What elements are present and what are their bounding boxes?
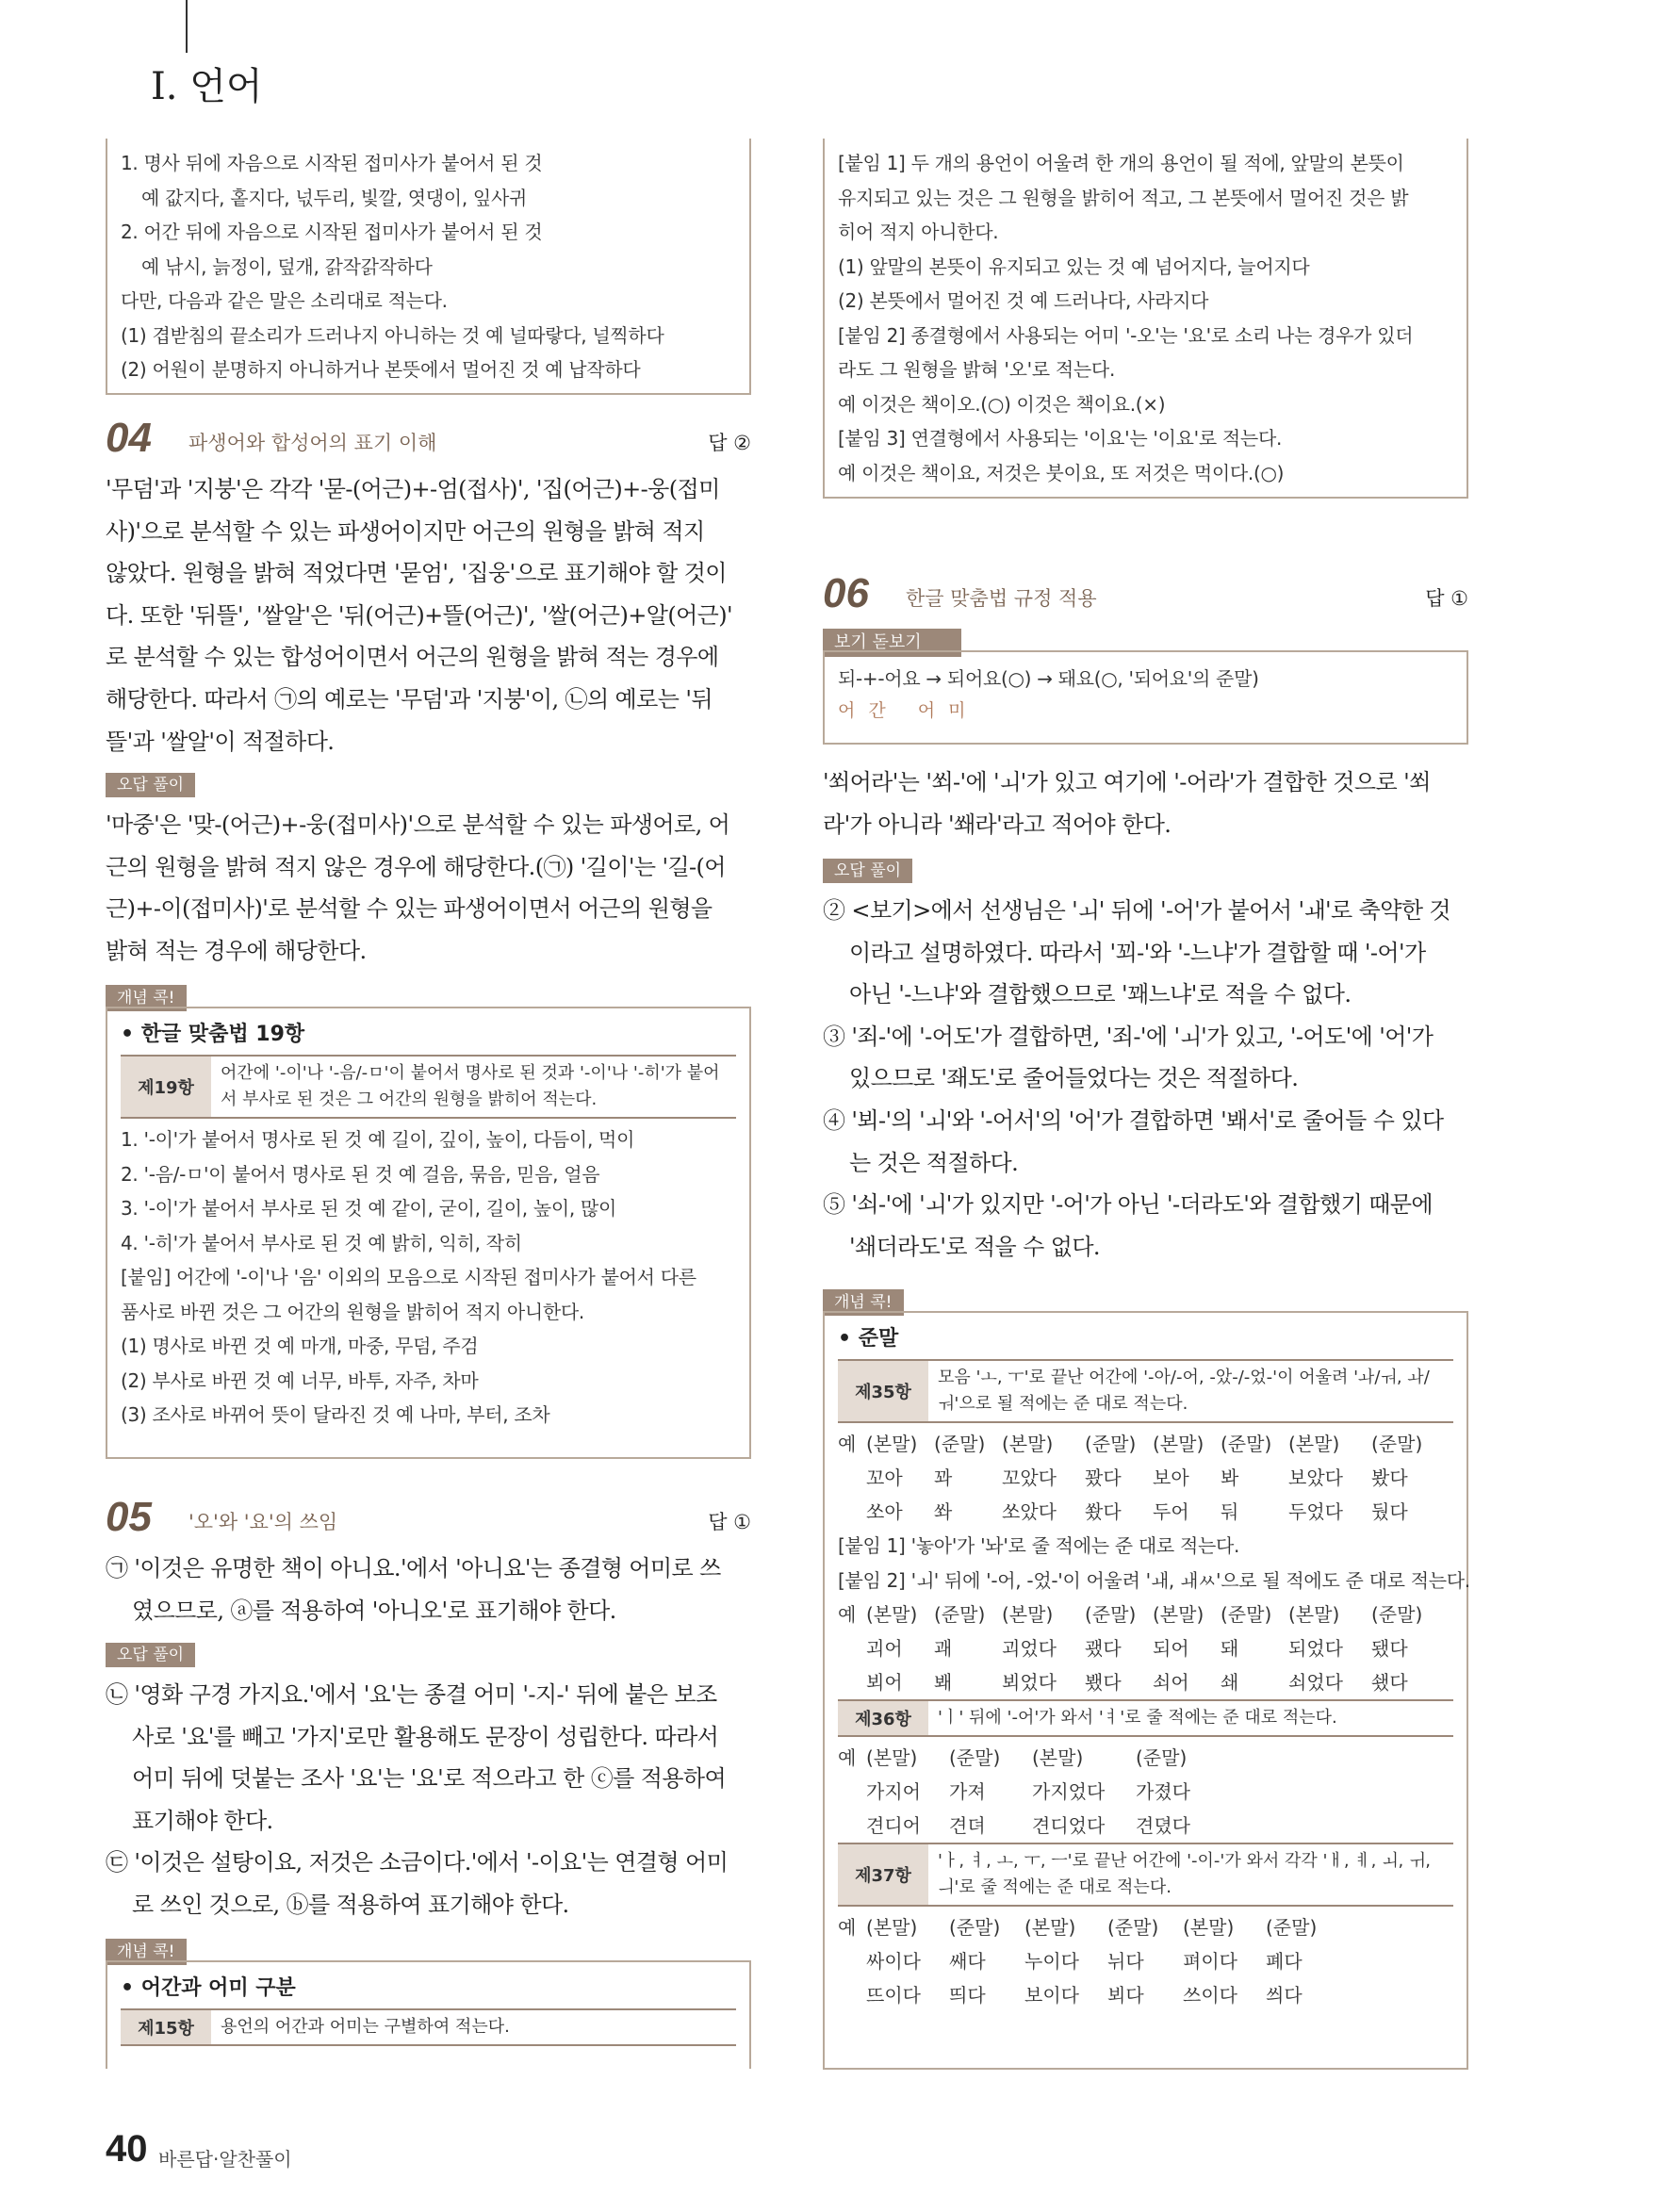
section-04-wrong [106,804,756,972]
grid-cell [838,1978,866,2012]
rule-table-36 [838,1699,1453,1737]
text-line: 2. '-음/-ㅁ'이 붙어서 명사로 된 것 예 걸음, 묶음, 믿음, 얼음 [121,1162,600,1186]
rule-head: 제35항 [838,1361,928,1421]
grid-cell: (본말) [1153,1433,1204,1455]
grid-cell: (본말) [1002,1433,1054,1455]
grid-cell [838,1495,866,1529]
grid-cell: 꽜다 [1085,1466,1122,1489]
grid-cell: 괴어 [866,1637,903,1660]
grid-cell: 폐다 [1266,1950,1303,1973]
rule-text: 모음 'ㅗ, ㅜ'로 끝난 어간에 '-아/-어, -았-/-었-'이 어울려 'ㅘ/ㅝ, ㅘ/ㅝ'으로 될 적에는 준 대로 적는다. [938,1368,1430,1414]
grid-cell: 봐 [1221,1466,1239,1489]
grid-cell: (준말) [1221,1433,1272,1455]
grid-cell: 쏴 [934,1500,953,1523]
rule-table [121,2008,736,2046]
grid-cell: (본말) [866,1433,918,1455]
body-line: 로 쓰인 것으로, ⓑ를 적용하여 표기해야 한다. [132,1891,569,1918]
rule-table [121,1055,736,1119]
section-number: 06 [823,570,869,616]
concept-tip-tag: 개념 콕! [106,985,187,1011]
grid-cell: 봤다 [1371,1466,1408,1489]
text-line: 히어 적지 아니한다. [838,221,999,243]
grid-cell: 쐈다 [1085,1500,1122,1523]
grid-cell: 예 [838,1746,857,1769]
body-line: 근의 원형을 밝혀 적지 않은 경우에 해당한다.(㉠) '길이'는 '길-(어 [106,853,726,880]
grid-cell: (본말) [1288,1433,1340,1455]
text-line: 3. '-이'가 붙어서 부사로 된 것 예 같이, 굳이, 길이, 높이, 많이 [121,1197,617,1220]
grid-cell: 뵈어 [866,1671,903,1694]
answer-label: 답 ① [708,1511,751,1533]
grid-cell: (본말) [866,1746,918,1769]
text-line: [붙임 1] 두 개의 용언이 어울려 한 개의 용언이 될 적에, 앞말의 본뜻이 [838,152,1404,174]
header-rule [186,0,188,53]
section-05-body [106,1548,756,1631]
grid-cell: 쇘다 [1371,1671,1408,1694]
body-line: ④ '뵈-'의 'ㅚ'와 '-어서'의 '어'가 결합하면 '봬서'로 줄어들 수 있다 [823,1106,1444,1134]
section-06-body [823,762,1473,845]
body-line: 는 것은 적절하다. [849,1149,1019,1176]
text-line: 예 낚시, 늙정이, 덮개, 갉작갉작하다 [141,254,433,278]
grid-cell: 예 [838,1916,857,1939]
example-grid [838,1598,1453,1699]
grid-cell: 가지어 [866,1780,921,1803]
grid-cell: 쇠었다 [1288,1671,1343,1694]
grid-cell: 예 [838,1433,857,1455]
tip-title: • 한글 맞춤법 19항 [121,1023,305,1046]
section-06-header [823,570,1468,617]
grid-cell: (본말) [1032,1746,1084,1769]
grid-cell: 되었다 [1288,1637,1343,1660]
concept-tip-tag: 개념 콕! [106,1939,187,1965]
text-line: 4. '-히'가 붙어서 부사로 된 것 예 밝히, 익히, 작히 [121,1231,522,1254]
grid-cell: 보았다 [1288,1466,1343,1489]
grid-cell: (준말) [1371,1603,1423,1626]
grid-cell: 괬다 [1085,1637,1122,1660]
grid-cell: (본말) [1288,1603,1340,1626]
grid-cell: 돼 [1221,1637,1239,1660]
grid-cell: (준말) [934,1603,986,1626]
rule-text: 'ㅏ, ㅕ, ㅗ, ㅜ, ㅡ'로 끝난 어간에 '-이-'가 와서 각각 'ㅐ, ㅖ, ㅚ, ㅟ, ㅢ'로 줄 적에는 준 대로 적는다. [938,1851,1432,1897]
body-line: 로 분석할 수 있는 합성어이면서 어근의 원형을 밝혀 적는 경우에 [106,644,719,671]
text-line: (2) 부사로 바뀐 것 예 너무, 바투, 자주, 차마 [121,1368,479,1392]
grid-cell: 견뎠다 [1136,1814,1190,1837]
grid-cell: 두어 [1153,1500,1189,1523]
body-line: 사로 '요'를 빼고 '가지'로만 활용해도 문장이 성립한다. 따라서 [132,1723,719,1750]
section-title: 한글 맞춤법 규정 적용 [906,587,1097,610]
body-line: 다. 또한 '뒤뜰', '쌀알'은 '뒤(어근)+뜰(어근)', '쌀(어근)+알(어근)' [106,601,733,629]
grid-cell: (준말) [934,1433,986,1455]
grid-cell: 예 [838,1603,857,1626]
body-line: 어미 뒤에 덧붙는 조사 '요'는 '요'로 적으라고 한 ⓒ를 적용하여 [132,1765,727,1793]
grid-cell [838,1775,866,1809]
grid-cell: (준말) [949,1916,1001,1939]
text-line: 1. 명사 뒤에 자음으로 시작된 접미사가 붙어서 된 것 [121,152,543,174]
bogi-label: 보기 돋보기 [834,632,922,652]
body-line: 근)+-이(접미사)'로 분석할 수 있는 파생어이면서 어근의 원형을 [106,895,713,923]
grid-cell: 가졌다 [1136,1780,1190,1803]
footer-label: 바른답·알찬풀이 [158,2148,292,2171]
grid-cell: (준말) [1085,1603,1137,1626]
body-line: '쇄더라도'로 적을 수 없다. [849,1233,1100,1260]
grid-cell: 쓰이다 [1183,1984,1237,2007]
grid-cell: 견디었다 [1032,1814,1106,1837]
grid-cell: 됐다 [1371,1637,1408,1660]
grid-cell [838,1665,866,1699]
rule-head: 제19항 [121,1057,211,1117]
body-line: ⑤ '쇠-'에 'ㅚ'가 있지만 '-어'가 아닌 '-더라도'와 결합했기 때문에 [823,1191,1433,1219]
wrong-answer-badge: 오답 풀이 [106,773,195,797]
body-line: ③ '죄-'에 '-어도'가 결합하면, '죄-'에 'ㅚ'가 있고, '-어도'에 '어'가 [823,1023,1434,1050]
grid-cell [838,1461,866,1495]
grid-cell: (본말) [1153,1603,1204,1626]
concept-tip-box-19 [106,1007,751,1459]
rule-head: 제37항 [838,1844,928,1905]
grid-cell: (준말) [1221,1603,1272,1626]
text-line: 품사로 바뀐 것은 그 어간의 원형을 밝히어 적지 아니한다. [121,1300,584,1323]
text-line: [붙임 3] 연결형에서 사용되는 '이요'는 '이요'로 적는다. [838,427,1283,450]
rule-head: 제15항 [121,2010,211,2044]
body-line: 뜰'과 '쌀알'이 적절하다. [106,728,335,755]
grid-cell: 꼬아 [866,1466,903,1489]
rule-table-37 [838,1843,1453,1907]
rule-text: 용언의 어간과 어미는 구별하여 적는다. [221,2017,510,2037]
grid-cell: (준말) [1266,1916,1318,1939]
tip-title: • 어간과 어미 구분 [121,1976,296,2000]
section-05-wrong [106,1674,756,1926]
body-line: ㉠ '이것은 유명한 책이 아니요.'에서 '아니요'는 종결형 어미로 쓰 [106,1555,721,1581]
page-number: 40 [106,2128,148,2170]
body-line: 않았다. 원형을 밝혀 적었다면 '묻엄', '집웅'으로 표기해야 할 것이 [106,560,727,587]
concept-tip-box-15 [106,1960,751,2069]
grid-cell: 꽈 [934,1466,953,1489]
grid-cell: 쏘아 [866,1500,903,1523]
body-line: '마중'은 '맞-(어근)+-웅(접미사)'으로 분석할 수 있는 파생어로, 어 [106,811,730,838]
rule-text: 'ㅣ' 뒤에 '-어'가 와서 'ㅕ'로 줄 적에는 준 대로 적는다. [938,1708,1337,1728]
concept-tip-tag: 개념 콕! [823,1289,904,1316]
grid-cell: (본말) [866,1916,918,1939]
grid-cell: 씌다 [1266,1984,1303,2007]
grid-cell: 견디어 [866,1814,921,1837]
example-grid [838,1910,1453,2012]
rule-head: 제36항 [838,1701,928,1735]
section-title: '오'와 '요'의 쓰임 [188,1511,338,1533]
grid-cell: 뵈었다 [1002,1671,1057,1694]
grid-cell: 꼬았다 [1002,1466,1057,1489]
example-grid [838,1741,1453,1843]
grid-cell: 봬 [934,1671,953,1694]
bogi-line: 되-+-어요 → 되어요(○) → 돼요(○, '되어요'의 준말) [838,667,1259,690]
body-line: ② <보기>에서 선생님은 'ㅚ' 뒤에 '-어'가 붙어서 'ㅙ'로 축약한 것 [823,897,1451,924]
grid-cell: (준말) [1136,1746,1188,1769]
text-line: 1. '-이'가 붙어서 명사로 된 것 예 길이, 깊이, 높이, 다듬이, 먹이 [121,1128,635,1151]
grid-cell: 뜨이다 [866,1984,921,2007]
example-grid [838,1427,1453,1529]
text-line: [붙임] 어간에 '-이'나 '음' 이외의 모음으로 시작된 접미사가 붙어서 다른 [121,1266,696,1288]
text-line: 유지되고 있는 것은 그 원형을 밝히어 적고, 그 본뜻에서 멀어진 것은 밝 [838,186,1409,209]
text-line: 예 이것은 책이요, 저것은 붓이요, 또 저것은 먹이다.(○) [838,461,1285,484]
tip-title: • 준말 [838,1327,899,1351]
grid-cell: 누이다 [1024,1950,1079,1973]
body-line: 있으므로 '좨도'로 줄어들었다는 것은 적절하다. [849,1065,1299,1092]
grid-cell: 보아 [1153,1466,1189,1489]
text-line: [붙임 1] '놓아'가 '놔'로 줄 적에는 준 대로 적는다. [838,1534,1240,1557]
body-line: '쐬어라'는 '쐬-'에 'ㅚ'가 있고 여기에 '-어라'가 결합한 것으로 '쐬 [823,769,1431,795]
body-line: 해당한다. 따라서 ㉠의 예로는 '무덤'과 '지붕'이, ㉡의 예로는 '뒤 [106,685,713,713]
grid-cell: 뵀다 [1085,1671,1122,1694]
section-number: 05 [106,1494,152,1540]
text-line: 예 이것은 책이오.(○) 이것은 책이요.(×) [838,392,1166,416]
rule-text: 어간에 '-이'나 '-음/-ㅁ'이 붙어서 명사로 된 것과 '-이'나 '-히'가 붙어서 부사로 된 것은 그 어간의 원형을 밝히어 적는다. [221,1063,720,1109]
grid-cell: 띄다 [949,1984,986,2007]
grid-cell: 뵈다 [1107,1984,1144,2007]
bogi-box [823,650,1468,745]
grid-cell: (준말) [1107,1916,1159,1939]
grid-cell: (본말) [1002,1603,1054,1626]
section-title: 파생어와 합성어의 표기 이해 [188,432,437,454]
section-05-header [106,1494,751,1541]
grid-cell: 두었다 [1288,1500,1343,1523]
grid-cell: (본말) [1024,1916,1076,1939]
grid-cell: 쇠어 [1153,1671,1189,1694]
text-line: [붙임 2] 'ㅚ' 뒤에 '-어, -었-'이 어울려 'ㅙ, ㅙㅆ'으로 될 적에도 준 대로 적는다. [838,1568,1470,1592]
text-line: (3) 조사로 바뀌어 뜻이 달라진 것 예 나마, 부터, 조차 [121,1403,550,1426]
text-line: 예 값지다, 홑지다, 넋두리, 빛깔, 엿댕이, 잎사귀 [141,186,527,209]
grid-cell: 가져 [949,1780,986,1803]
text-line: [붙임 2] 종결형에서 사용되는 어미 '-오'는 '요'로 소리 나는 경우가 있더 [838,323,1414,347]
grid-cell: 가지었다 [1032,1780,1106,1803]
grid-cell: 견뎌 [949,1814,986,1837]
text-line: (2) 본뜻에서 멀어진 것 예 드러나다, 사라지다 [838,289,1209,312]
grid-cell: 싸이다 [866,1950,921,1973]
grid-cell: 쏘았다 [1002,1500,1057,1523]
text-line: 2. 어간 뒤에 자음으로 시작된 접미사가 붙어서 된 것 [121,221,543,243]
grid-cell [838,1809,866,1843]
text-line: 다만, 다음과 같은 말은 소리대로 적는다. [121,289,448,312]
body-line: 아닌 '-느냐'와 결합했으므로 '꽤느냐'로 적을 수 없다. [849,981,1352,1008]
grid-cell: (본말) [866,1603,918,1626]
grid-cell: 뉘다 [1107,1950,1144,1973]
grid-cell: 괘 [934,1637,953,1660]
grid-cell: 되어 [1153,1637,1189,1660]
answer-label: 답 ① [1425,587,1468,610]
body-line: ㉡ '영화 구경 가지요.'에서 '요'는 종결 어미 '-지-' 뒤에 붙은 보조 [106,1681,717,1708]
concept-tip-box-abbrev [823,1311,1468,2070]
section-number: 04 [106,415,152,461]
rule-continuation-box-left [106,139,751,395]
grid-cell: 괴었다 [1002,1637,1057,1660]
wrong-answer-badge: 오답 풀이 [823,859,912,883]
text-line: (1) 앞말의 본뜻이 유지되고 있는 것 예 넘어지다, 늘어지다 [838,254,1310,278]
text-line: (1) 겹받침의 끝소리가 드러나지 아니하는 것 예 널따랗다, 널찍하다 [121,323,664,347]
body-line: 라'가 아니라 '쐐라'라고 적어야 한다. [823,811,1172,838]
grid-cell: (본말) [1183,1916,1235,1939]
grid-cell [838,1944,866,1978]
body-line: 표기해야 한다. [132,1807,273,1834]
grid-cell: 보이다 [1024,1984,1079,2007]
rule-continuation-box-right [823,139,1468,499]
body-line: '무덤'과 '지붕'은 각각 '묻-(어근)+-엄(접사)', '집(어근)+-웅(접미 [106,476,720,502]
wrong-answer-badge: 오답 풀이 [106,1643,195,1667]
section-04-body [106,468,756,762]
grid-cell [838,1631,866,1665]
body-line: 이라고 설명하였다. 따라서 '꾀-'와 '-느냐'가 결합할 때 '-어'가 [849,939,1426,966]
grid-cell: (준말) [949,1746,1001,1769]
section-04-header [106,415,751,462]
body-line: 사)'으로 분석할 수 있는 파생어이지만 어근의 원형을 밝혀 적지 [106,517,705,545]
body-line: 였으므로, ⓐ를 적용하여 '아니오'로 표기해야 한다. [132,1597,616,1624]
section-06-wrong [823,890,1473,1268]
rule-table-35 [838,1359,1453,1423]
body-line: ㉢ '이것은 설탕이요, 저것은 소금이다.'에서 '-이요'는 연결형 어미 [106,1849,729,1876]
body-line: 밝혀 적는 경우에 해당한다. [106,937,367,964]
grid-cell: (준말) [1371,1433,1423,1455]
grid-cell: 둬 [1221,1500,1239,1523]
chapter-title: Ⅰ. 언어 [151,65,263,108]
text-line: (2) 어원이 분명하지 아니하거나 본뜻에서 멀어진 것 예 납작하다 [121,358,641,381]
grid-cell: (준말) [1085,1433,1137,1455]
grid-cell: 펴이다 [1183,1950,1237,1973]
text-line: (1) 명사로 바뀐 것 예 마개, 마중, 무덤, 주검 [121,1335,479,1357]
grid-cell: 뒀다 [1371,1500,1408,1523]
bogi-sublabel: 어간 어미 [838,699,979,721]
answer-label: 답 ② [708,432,751,454]
grid-cell: 쇄 [1221,1671,1239,1694]
text-line: 라도 그 원형을 밝혀 '오'로 적는다. [838,358,1116,381]
grid-cell: 쌔다 [949,1950,986,1973]
